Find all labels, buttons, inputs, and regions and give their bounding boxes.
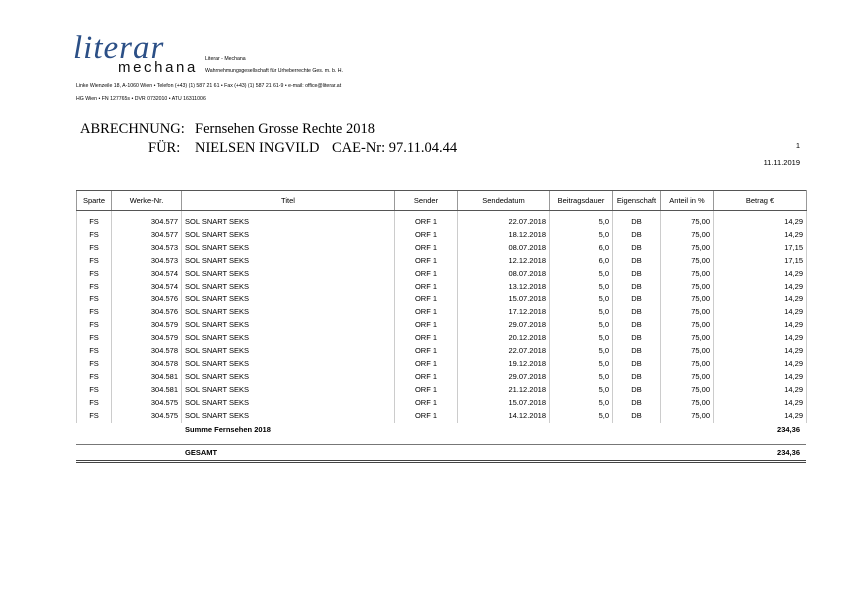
table-row	[77, 268, 807, 281]
abrechnung-value: Fernsehen Grosse Rechte 2018	[195, 121, 375, 137]
cell-betrag: 14,29	[714, 332, 807, 345]
cell-beitragsdauer: 5,0	[550, 345, 613, 358]
cell-werke-nr: 304.581	[112, 371, 182, 384]
cell-sender: ORF 1	[395, 293, 458, 306]
total-label: GESAMT	[185, 448, 218, 457]
cell-titel: SOL SNART SEKS	[182, 306, 395, 319]
cell-sendedatum: 12.12.2018	[458, 255, 550, 268]
cell-werke-nr: 304.579	[112, 319, 182, 332]
col-werke-nr: Werke-Nr.	[112, 191, 182, 211]
table-row	[77, 358, 807, 371]
table-row	[77, 319, 807, 332]
cell-sender: ORF 1	[395, 306, 458, 319]
page-number: 1	[795, 141, 800, 150]
cell-werke-nr: 304.576	[112, 306, 182, 319]
cell-sendedatum: 08.07.2018	[458, 242, 550, 255]
cell-sendedatum: 29.07.2018	[458, 319, 550, 332]
cell-betrag: 14,29	[714, 229, 807, 242]
cell-sparte: FS	[77, 358, 112, 371]
org-name: Literar - Mechana	[205, 56, 246, 62]
subtotal-value: 234,36	[777, 425, 800, 434]
cell-beitragsdauer: 5,0	[550, 332, 613, 345]
cell-werke-nr: 304.581	[112, 384, 182, 397]
cell-sendedatum: 22.07.2018	[458, 216, 550, 229]
cell-sender: ORF 1	[395, 345, 458, 358]
cell-anteil: 75,00	[661, 216, 714, 229]
cell-werke-nr: 304.573	[112, 255, 182, 268]
cell-betrag: 14,29	[714, 319, 807, 332]
cell-beitragsdauer: 5,0	[550, 410, 613, 423]
statement-date: 11.11.2019	[763, 158, 800, 167]
cell-betrag: 14,29	[714, 410, 807, 423]
cell-titel: SOL SNART SEKS	[182, 293, 395, 306]
cell-anteil: 75,00	[661, 306, 714, 319]
cell-werke-nr: 304.578	[112, 358, 182, 371]
table-row	[77, 216, 807, 229]
cell-betrag: 14,29	[714, 293, 807, 306]
logo-literar: literar	[73, 30, 165, 66]
cell-eigenschaft: DB	[613, 268, 661, 281]
cell-anteil: 75,00	[661, 371, 714, 384]
cell-sparte: FS	[77, 371, 112, 384]
cell-sendedatum: 18.12.2018	[458, 229, 550, 242]
cell-anteil: 75,00	[661, 281, 714, 294]
cell-werke-nr: 304.575	[112, 397, 182, 410]
cell-sparte: FS	[77, 306, 112, 319]
cell-sender: ORF 1	[395, 332, 458, 345]
cell-sparte: FS	[77, 293, 112, 306]
table-row	[77, 229, 807, 242]
cell-sender: ORF 1	[395, 229, 458, 242]
cell-anteil: 75,00	[661, 268, 714, 281]
col-betrag: Betrag €	[714, 191, 807, 211]
royalty-table	[76, 190, 807, 423]
cell-werke-nr: 304.574	[112, 281, 182, 294]
org-registry: HG Wien • FN 127765s • DVR 0732010 • ATU 16311006	[76, 96, 206, 102]
cell-anteil: 75,00	[661, 358, 714, 371]
cell-titel: SOL SNART SEKS	[182, 229, 395, 242]
cell-betrag: 14,29	[714, 306, 807, 319]
cell-sendedatum: 08.07.2018	[458, 268, 550, 281]
cell-titel: SOL SNART SEKS	[182, 384, 395, 397]
cell-sparte: FS	[77, 384, 112, 397]
cell-werke-nr: 304.578	[112, 345, 182, 358]
cell-eigenschaft: DB	[613, 255, 661, 268]
cell-betrag: 14,29	[714, 345, 807, 358]
cell-beitragsdauer: 5,0	[550, 229, 613, 242]
cell-sendedatum: 20.12.2018	[458, 332, 550, 345]
cell-titel: SOL SNART SEKS	[182, 371, 395, 384]
cell-sender: ORF 1	[395, 410, 458, 423]
cell-eigenschaft: DB	[613, 242, 661, 255]
recipient-name: NIELSEN INGVILD	[195, 140, 320, 156]
table-header-row	[77, 191, 807, 211]
cell-titel: SOL SNART SEKS	[182, 410, 395, 423]
cell-sender: ORF 1	[395, 268, 458, 281]
table-row	[77, 397, 807, 410]
table-row	[77, 306, 807, 319]
cell-anteil: 75,00	[661, 229, 714, 242]
cell-sparte: FS	[77, 229, 112, 242]
cell-sparte: FS	[77, 397, 112, 410]
cell-anteil: 75,00	[661, 410, 714, 423]
cell-anteil: 75,00	[661, 293, 714, 306]
cell-sendedatum: 15.07.2018	[458, 293, 550, 306]
cell-eigenschaft: DB	[613, 319, 661, 332]
cell-sender: ORF 1	[395, 255, 458, 268]
cell-beitragsdauer: 5,0	[550, 384, 613, 397]
logo-mechana: mechana	[118, 59, 198, 76]
subtotal-label: Summe Fernsehen 2018	[185, 425, 271, 434]
cell-anteil: 75,00	[661, 345, 714, 358]
cell-eigenschaft: DB	[613, 345, 661, 358]
cell-betrag: 14,29	[714, 371, 807, 384]
col-titel: Titel	[182, 191, 395, 211]
cell-eigenschaft: DB	[613, 358, 661, 371]
table-row	[77, 293, 807, 306]
cell-anteil: 75,00	[661, 242, 714, 255]
cell-betrag: 14,29	[714, 281, 807, 294]
cell-beitragsdauer: 5,0	[550, 397, 613, 410]
cell-eigenschaft: DB	[613, 306, 661, 319]
cell-anteil: 75,00	[661, 384, 714, 397]
cell-eigenschaft: DB	[613, 293, 661, 306]
cell-sender: ORF 1	[395, 384, 458, 397]
table-row	[77, 281, 807, 294]
cell-titel: SOL SNART SEKS	[182, 397, 395, 410]
cell-beitragsdauer: 5,0	[550, 281, 613, 294]
cell-betrag: 14,29	[714, 384, 807, 397]
cell-titel: SOL SNART SEKS	[182, 216, 395, 229]
total-divider	[76, 444, 806, 445]
table-row	[77, 384, 807, 397]
cell-anteil: 75,00	[661, 397, 714, 410]
cell-sender: ORF 1	[395, 397, 458, 410]
cell-titel: SOL SNART SEKS	[182, 345, 395, 358]
cell-werke-nr: 304.574	[112, 268, 182, 281]
cell-beitragsdauer: 5,0	[550, 268, 613, 281]
cell-titel: SOL SNART SEKS	[182, 332, 395, 345]
cell-werke-nr: 304.579	[112, 332, 182, 345]
cell-anteil: 75,00	[661, 332, 714, 345]
abrechnung-label: ABRECHNUNG:	[80, 121, 185, 137]
cell-sparte: FS	[77, 242, 112, 255]
cell-sender: ORF 1	[395, 319, 458, 332]
cell-sendedatum: 19.12.2018	[458, 358, 550, 371]
col-beitragsdauer: Beitragsdauer	[550, 191, 613, 211]
cell-sparte: FS	[77, 255, 112, 268]
cell-betrag: 17,15	[714, 242, 807, 255]
cell-beitragsdauer: 5,0	[550, 358, 613, 371]
col-sendedatum: Sendedatum	[458, 191, 550, 211]
cell-betrag: 17,15	[714, 255, 807, 268]
cell-beitragsdauer: 6,0	[550, 242, 613, 255]
cell-werke-nr: 304.573	[112, 242, 182, 255]
cell-betrag: 14,29	[714, 397, 807, 410]
cell-sparte: FS	[77, 332, 112, 345]
cell-sender: ORF 1	[395, 242, 458, 255]
cell-beitragsdauer: 5,0	[550, 293, 613, 306]
table-row	[77, 371, 807, 384]
cell-eigenschaft: DB	[613, 229, 661, 242]
cell-sparte: FS	[77, 268, 112, 281]
cell-betrag: 14,29	[714, 216, 807, 229]
col-anteil: Anteil in %	[661, 191, 714, 211]
cell-werke-nr: 304.575	[112, 410, 182, 423]
cell-anteil: 75,00	[661, 319, 714, 332]
cell-anteil: 75,00	[661, 255, 714, 268]
cell-titel: SOL SNART SEKS	[182, 319, 395, 332]
cell-beitragsdauer: 5,0	[550, 306, 613, 319]
total-value: 234,36	[777, 448, 800, 457]
table-row	[77, 255, 807, 268]
cell-beitragsdauer: 5,0	[550, 319, 613, 332]
cell-sendedatum: 17.12.2018	[458, 306, 550, 319]
cell-sender: ORF 1	[395, 216, 458, 229]
cell-werke-nr: 304.577	[112, 216, 182, 229]
cell-eigenschaft: DB	[613, 281, 661, 294]
org-address: Linke Wienzeile 18, A-1060 Wien • Telefon (+43) (1) 587 21 61 • Fax (+43) (1) 587 21 61-9 • e-mail: office@literar.at	[76, 83, 342, 89]
cell-sendedatum: 14.12.2018	[458, 410, 550, 423]
table-row	[77, 345, 807, 358]
cell-eigenschaft: DB	[613, 397, 661, 410]
cell-beitragsdauer: 6,0	[550, 255, 613, 268]
cell-sender: ORF 1	[395, 358, 458, 371]
cell-sendedatum: 22.07.2018	[458, 345, 550, 358]
cell-titel: SOL SNART SEKS	[182, 358, 395, 371]
col-eigenschaft: Eigenschaft	[613, 191, 661, 211]
org-subtitle: Wahrnehmungsgesellschaft für Urheberrechte Ges. m. b. H.	[205, 68, 343, 74]
cell-beitragsdauer: 5,0	[550, 371, 613, 384]
cell-sparte: FS	[77, 281, 112, 294]
total-double-rule	[76, 460, 806, 463]
cell-titel: SOL SNART SEKS	[182, 281, 395, 294]
cell-sendedatum: 21.12.2018	[458, 384, 550, 397]
cae-number: CAE-Nr: 97.11.04.44	[332, 140, 458, 156]
table-row	[77, 242, 807, 255]
col-sender: Sender	[395, 191, 458, 211]
cell-titel: SOL SNART SEKS	[182, 242, 395, 255]
cell-betrag: 14,29	[714, 358, 807, 371]
cell-sendedatum: 29.07.2018	[458, 371, 550, 384]
cell-sparte: FS	[77, 319, 112, 332]
cell-sendedatum: 13.12.2018	[458, 281, 550, 294]
cell-betrag: 14,29	[714, 268, 807, 281]
table-row	[77, 410, 807, 423]
cell-eigenschaft: DB	[613, 384, 661, 397]
cell-sparte: FS	[77, 345, 112, 358]
cell-eigenschaft: DB	[613, 332, 661, 345]
cell-titel: SOL SNART SEKS	[182, 255, 395, 268]
cell-sparte: FS	[77, 216, 112, 229]
col-sparte: Sparte	[77, 191, 112, 211]
cell-eigenschaft: DB	[613, 410, 661, 423]
cell-sparte: FS	[77, 410, 112, 423]
cell-titel: SOL SNART SEKS	[182, 268, 395, 281]
cell-eigenschaft: DB	[613, 371, 661, 384]
cell-beitragsdauer: 5,0	[550, 216, 613, 229]
table-row	[77, 332, 807, 345]
cell-eigenschaft: DB	[613, 216, 661, 229]
fuer-label: FÜR:	[148, 140, 181, 156]
cell-sender: ORF 1	[395, 281, 458, 294]
cell-sendedatum: 15.07.2018	[458, 397, 550, 410]
cell-werke-nr: 304.577	[112, 229, 182, 242]
cell-werke-nr: 304.576	[112, 293, 182, 306]
cell-sender: ORF 1	[395, 371, 458, 384]
